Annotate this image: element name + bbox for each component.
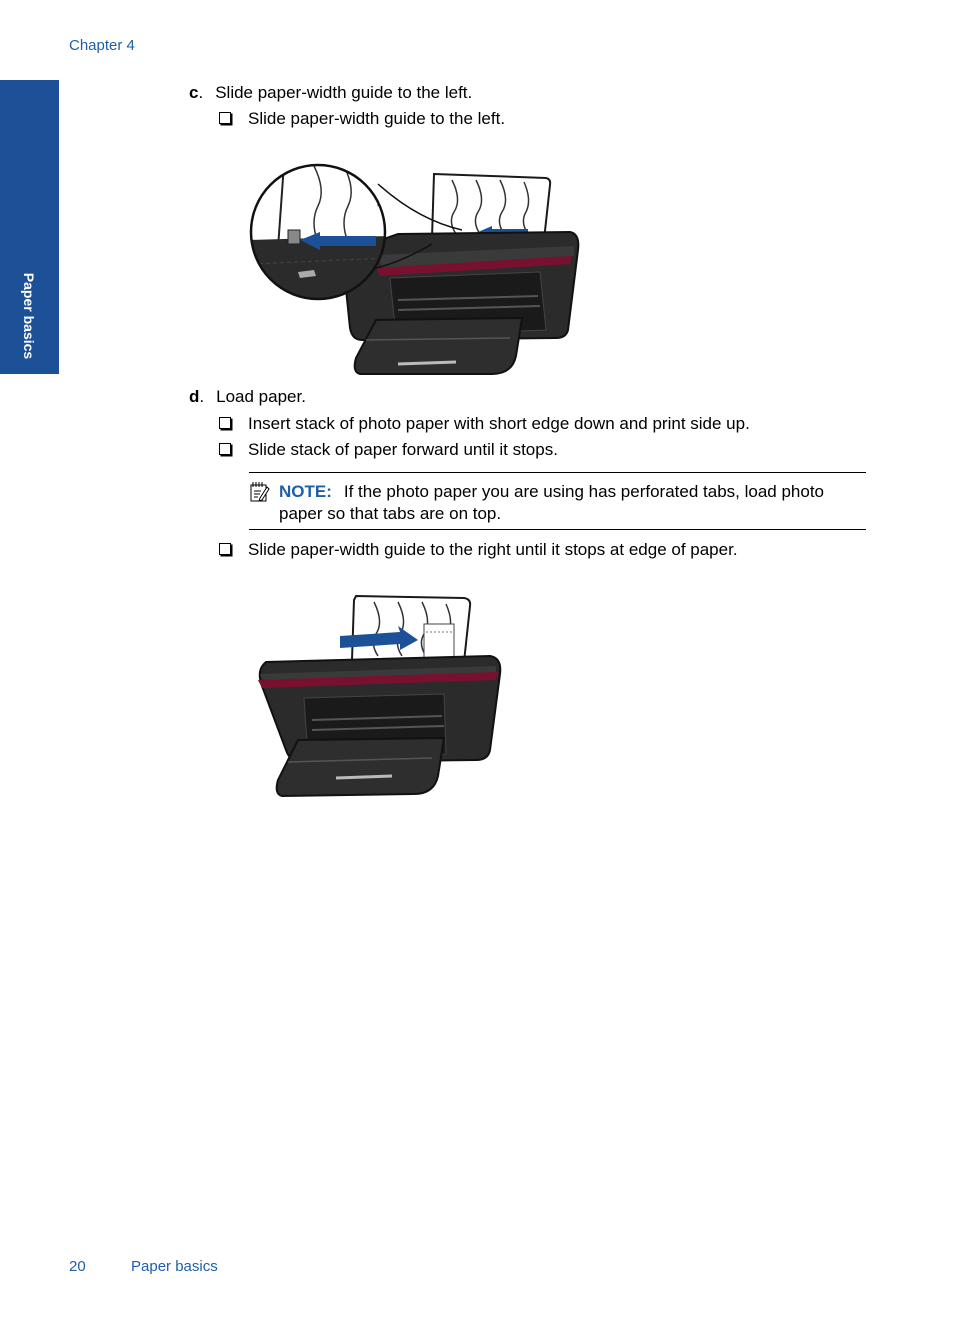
list-item-text: Slide stack of paper forward until it stops.: [248, 440, 558, 459]
note-body: If the photo paper you are using has perforated tabs, load photo paper so that tabs are on top.: [279, 482, 825, 523]
checkbox-bullet-icon: [219, 417, 231, 429]
list-item-text: Slide paper-width guide to the left.: [248, 109, 506, 128]
step-c: c. Slide paper-width guide to the left.: [189, 83, 473, 102]
step-d: d. Load paper.: [189, 387, 306, 406]
step-text: Load paper.: [216, 387, 306, 406]
step-text: Slide paper-width guide to the left.: [215, 83, 473, 102]
chapter-header: Chapter 4: [69, 37, 135, 54]
list-item: [219, 109, 505, 129]
checkbox-bullet-icon: [219, 112, 231, 124]
printer-illustration-guide-right: [246, 590, 504, 802]
list-item-text: Insert stack of photo paper with short edge down and print side up.: [248, 414, 750, 433]
list-item: [219, 540, 738, 560]
step-letter: c: [189, 83, 199, 102]
note-box: [249, 472, 866, 530]
list-item-text: Slide paper-width guide to the right until it stops at edge of paper.: [248, 540, 738, 559]
footer-section-title: Paper basics: [131, 1258, 218, 1275]
note-label: NOTE:: [279, 482, 332, 501]
list-item: [219, 440, 558, 460]
printer-illustration-guide-left: [248, 160, 583, 380]
list-item: [219, 414, 750, 434]
checkbox-bullet-icon: [219, 443, 231, 455]
page-number: 20: [69, 1258, 86, 1275]
note-icon: [250, 481, 270, 503]
checkbox-bullet-icon: [219, 543, 231, 555]
side-tab-label: Paper basics: [21, 272, 37, 360]
step-letter: d: [189, 387, 200, 406]
note-text: [279, 481, 866, 525]
